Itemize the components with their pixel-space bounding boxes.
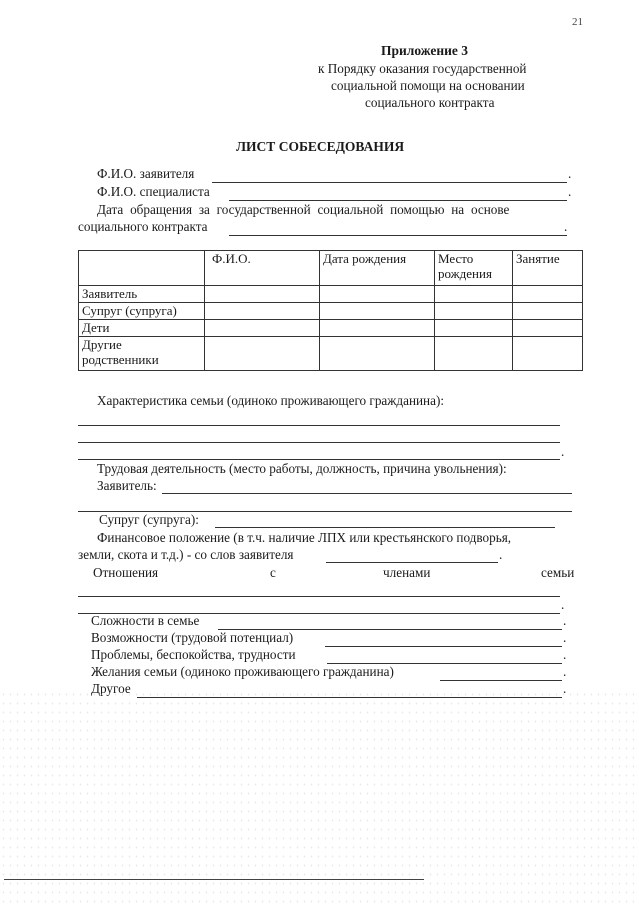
header-birthplace [438,251,492,281]
period-mark: . [563,647,567,662]
table-header-cell: Занятие [513,251,583,286]
family-difficulties-label: Сложности в семье [91,613,200,628]
table-row [79,286,583,303]
family-table [78,250,583,371]
table-cell[interactable] [205,320,320,337]
family-characteristics-field[interactable] [78,442,560,443]
specialist-name-field[interactable] [229,200,567,201]
table-header-cell: Дата рождения [320,251,435,286]
application-date-label-2: социального контракта [78,219,208,234]
row-label-children: Дети [79,320,205,337]
table-cell[interactable] [435,286,513,303]
appendix-line-1: к Порядку оказания государственной [318,61,527,76]
specialist-name-label: Ф.И.О. специалиста [97,184,210,199]
table-cell[interactable] [513,337,583,371]
table-cell[interactable] [435,337,513,371]
table-cell[interactable] [205,286,320,303]
applicant-name-label: Ф.И.О. заявителя [97,166,195,181]
family-wishes-field[interactable] [440,680,562,681]
table-cell[interactable] [320,337,435,371]
appendix-title: Приложение 3 [381,43,469,58]
header-name: Ф.И.О. [212,251,251,266]
table-header-row [79,251,583,286]
appendix-line-3: социального контракта [365,95,495,110]
work-spouse-field[interactable] [215,527,555,528]
family-characteristics-field[interactable] [78,459,560,460]
table-row [79,303,583,320]
table-cell[interactable] [513,303,583,320]
family-characteristics-field[interactable] [78,425,560,426]
table-cell[interactable] [320,303,435,320]
table-cell[interactable] [435,303,513,320]
table-cell[interactable] [205,337,320,371]
work-activity-label: Трудовая деятельность (место работы, должность, причина увольнения): [97,461,507,476]
table-header-cell [205,251,320,286]
period-mark: . [568,166,572,181]
finance-field[interactable] [326,562,498,563]
table-header-cell [79,251,205,286]
table-cell[interactable] [320,286,435,303]
table-cell[interactable] [435,320,513,337]
table-header-cell [435,251,513,286]
row-label-spouse: Супруг (супруга) [79,303,205,320]
other-label: Другое [91,681,131,696]
relations-label-word-2: с [270,565,276,580]
scan-noise [0,690,639,905]
row-label-other-line-1: Другие [82,337,122,352]
period-mark: . [499,547,503,562]
row-label-other-relatives [79,337,205,371]
problems-label: Проблемы, беспокойства, трудности [91,647,296,662]
family-characteristics-label: Характеристика семьи (одиноко проживающего гражданина): [97,393,445,408]
document-title: ЛИСТ СОБЕСЕДОВАНИЯ [236,139,405,154]
table-cell[interactable] [205,303,320,320]
row-label-applicant: Заявитель [79,286,205,303]
table-cell[interactable] [513,286,583,303]
header-birthplace-line-1: Место [438,251,474,266]
period-mark: . [568,184,572,199]
table-row [79,337,583,371]
relations-label-word-4: семьи [541,565,575,580]
appendix-line-2: социальной помощи на основании [331,78,525,93]
bottom-rule [4,879,424,880]
relations-label-word-3: членами [383,565,431,580]
table-row [79,320,583,337]
period-mark: . [561,444,565,459]
relations-field[interactable] [78,596,560,597]
period-mark: . [564,219,568,234]
table-cell[interactable] [513,320,583,337]
work-applicant-field[interactable] [162,493,572,494]
finance-label-1: Финансовое положение (в т.ч. наличие ЛПХ или крестьянского подворья, [97,530,512,545]
application-date-field[interactable] [229,235,567,236]
possibilities-label: Возможности (трудовой потенциал) [91,630,294,645]
work-applicant-label: Заявитель: [97,478,157,493]
application-date-label-1: Дата обращения за государственной социальной помощью на основе [97,202,510,217]
period-mark: . [563,630,567,645]
period-mark: . [563,664,567,679]
period-mark: . [563,681,567,696]
applicant-name-field[interactable] [212,182,567,183]
relations-label-word-1: Отношения [93,565,159,580]
header-birthplace-line-2: рождения [438,266,492,281]
table-cell[interactable] [320,320,435,337]
work-spouse-label: Супруг (супруга): [99,512,199,527]
family-wishes-label: Желания семьи (одиноко проживающего гражданина) [91,664,394,679]
possibilities-field[interactable] [325,646,562,647]
row-label-other-line-2: родственники [82,352,159,367]
page-number: 21 [572,16,583,28]
period-mark: . [561,597,565,612]
period-mark: . [563,613,567,628]
finance-label-2: земли, скота и т.д.) - со слов заявителя [78,547,294,562]
